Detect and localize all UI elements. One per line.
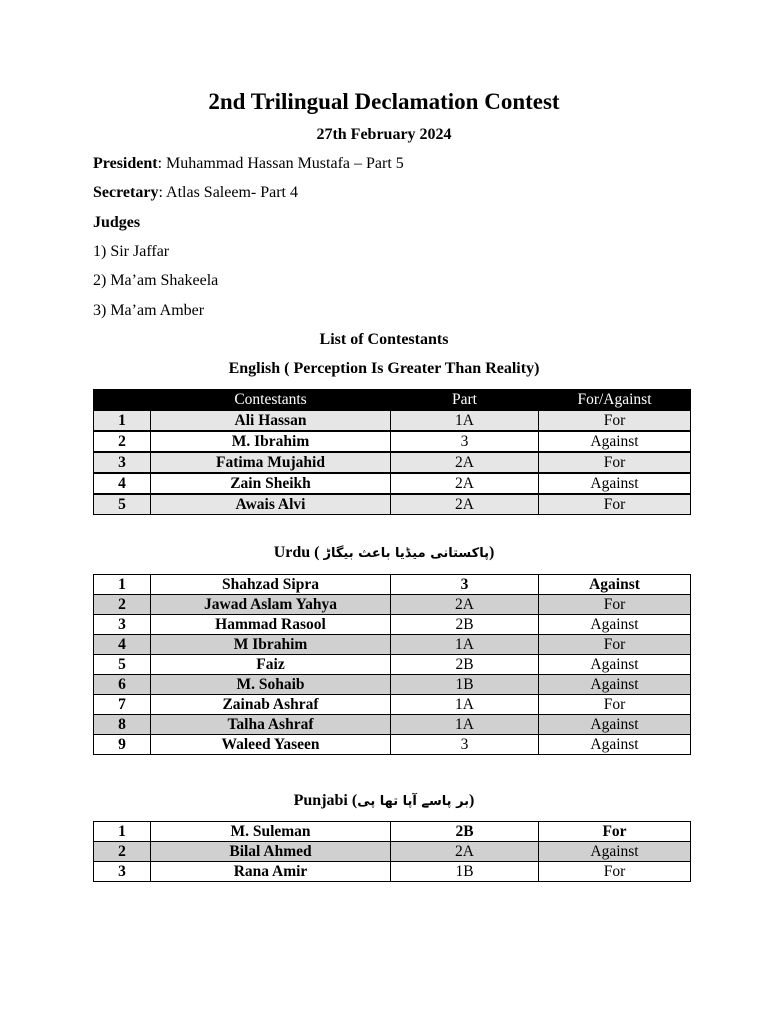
secretary-value: : Atlas Saleem- Part 4 <box>158 184 298 201</box>
table-header-row <box>94 390 691 411</box>
table-row: 4 M Ibrahim 1A For <box>94 635 691 655</box>
english-heading: English ( Perception Is Greater Than Reality) <box>228 360 540 377</box>
table-row: 1 Shahzad Sipra 3 Against <box>94 575 691 595</box>
column-header: Part <box>391 390 539 411</box>
punjabi-heading: Punjabi (بر پاسے آپا تھا پی) <box>293 792 475 809</box>
judge-item: 3) Ma’am Amber <box>93 302 205 319</box>
table-row: 3 Fatima Mujahid 2A For <box>94 452 691 473</box>
table-row: 9 Waleed Yaseen 3 Against <box>94 735 691 755</box>
president-line <box>93 153 404 175</box>
column-header <box>94 390 151 411</box>
table-row: 8 Talha Ashraf 1A Against <box>94 715 691 735</box>
column-header: Contestants <box>151 390 391 411</box>
judges-heading: Judges <box>93 214 141 231</box>
punjabi-table <box>93 821 691 882</box>
table-row: 7 Zainab Ashraf 1A For <box>94 695 691 715</box>
table-row: 2 Bilal Ahmed 2A Against <box>94 842 691 862</box>
secretary-label: Secretary <box>93 184 159 201</box>
document-title: 2nd Trilingual Declamation Contest <box>208 89 560 114</box>
english-table <box>93 389 691 515</box>
judge-item: 2) Ma’am Shakeela <box>93 272 219 289</box>
urdu-heading: Urdu ( پاکستانی میڈیا باعث بیگاڑ) <box>273 544 495 561</box>
table-row: 3 Hammad Rasool 2B Against <box>94 615 691 635</box>
president-value: : Muhammad Hassan Mustafa – Part 5 <box>157 155 404 172</box>
urdu-table <box>93 574 691 755</box>
table-row: 5 Awais Alvi 2A For <box>94 494 691 515</box>
table-row: 5 Faiz 2B Against <box>94 655 691 675</box>
urdu-topic: پاکستانی میڈیا باعث بیگاڑ <box>323 546 489 561</box>
secretary-line <box>93 182 298 204</box>
table-row: 3 Rana Amir 1B For <box>94 862 691 882</box>
punjabi-topic: بر پاسے آپا تھا پی <box>357 794 470 809</box>
judge-item: 1) Sir Jaffar <box>93 243 170 260</box>
table-row: 2 M. Ibrahim 3 Against <box>94 431 691 452</box>
table-row: 1 M. Suleman 2B For <box>94 822 691 842</box>
contest-date: 27th February 2024 <box>316 126 452 143</box>
president-label: President <box>93 155 158 172</box>
table-row: 2 Jawad Aslam Yahya 2A For <box>94 595 691 615</box>
column-header: For/Against <box>539 390 691 411</box>
table-row: 6 M. Sohaib 1B Against <box>94 675 691 695</box>
table-row: 1 Ali Hassan 1A For <box>94 410 691 431</box>
contestants-heading: List of Contestants <box>319 331 449 348</box>
table-row: 4 Zain Sheikh 2A Against <box>94 473 691 494</box>
